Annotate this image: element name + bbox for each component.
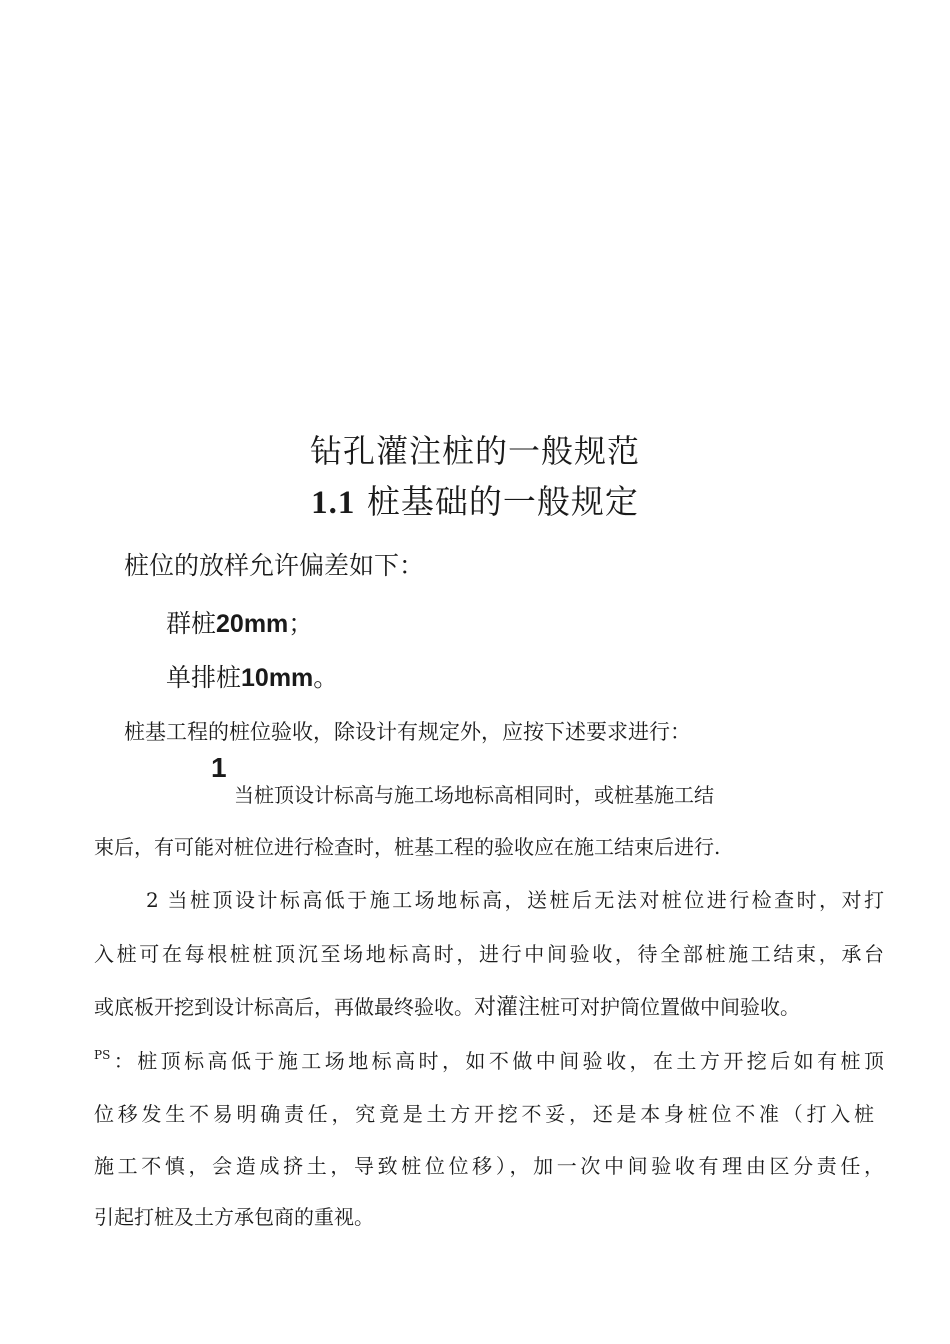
- tolerance-end: 。: [313, 663, 339, 692]
- ps-line1: [94, 1045, 884, 1074]
- item1-number: 1: [211, 752, 227, 783]
- tolerance-value: 10mm: [241, 664, 314, 692]
- item2-line3-part1: 或底板开挖到设计标高后，再做最终验收。: [94, 995, 474, 1019]
- item1-line1: 当桩顶设计标高与施工场地标高相同时，或桩基施工结: [234, 783, 714, 807]
- tolerance-item-group: [166, 604, 313, 640]
- ps-line1-text: ：桩顶标高低于施工场地标高时，如不做中间验收，在土方开挖后如有桩顶: [110, 1049, 884, 1073]
- ps-line2: 位移发生不易明确责任，究竟是土方开挖不妥，还是本身桩位不准（打入桩: [94, 1102, 874, 1126]
- tolerance-label: 单排桩: [166, 663, 242, 692]
- item2-line3: [94, 990, 800, 1021]
- tolerance-end: ；: [288, 609, 314, 638]
- section-number: 1.1: [311, 485, 356, 521]
- section-heading: [0, 476, 950, 523]
- ps-label: PS: [94, 1048, 111, 1062]
- section-heading-text: 桩基础的一般规定: [366, 482, 639, 521]
- acceptance-intro: 桩基工程的桩位验收，除设计有规定外，应按下述要求进行：: [124, 720, 691, 744]
- item2-line3-part3: 桩可对护筒位置做中间验收。: [540, 995, 801, 1019]
- ps-line3: 施工不慎，会造成挤土，导致桩位位移），加一次中间验收有理由区分责任，: [94, 1154, 884, 1178]
- item2-line3-part2: 对灌注: [474, 995, 541, 1020]
- item2-line2: 入桩可在每根桩桩顶沉至场地标高时，进行中间验收，待全部桩施工结束，承台: [94, 942, 884, 966]
- item2-line1: 2 当桩顶设计标高低于施工场地标高，送桩后无法对桩位进行检查时，对打: [146, 888, 884, 912]
- document-title: 钻孔灌注桩的一般规范: [309, 432, 640, 470]
- item1-line2: 束后，有可能对桩位进行检查时，桩基工程的验收应在施工结束后进行.: [94, 835, 721, 859]
- tolerance-item-single-row: [166, 658, 338, 694]
- tolerance-label: 群桩: [166, 609, 217, 638]
- intro-text: 桩位的放样允许偏差如下：: [124, 551, 425, 580]
- ps-line4: 引起打桩及土方承包商的重视。: [94, 1205, 374, 1229]
- tolerance-value: 20mm: [216, 610, 289, 638]
